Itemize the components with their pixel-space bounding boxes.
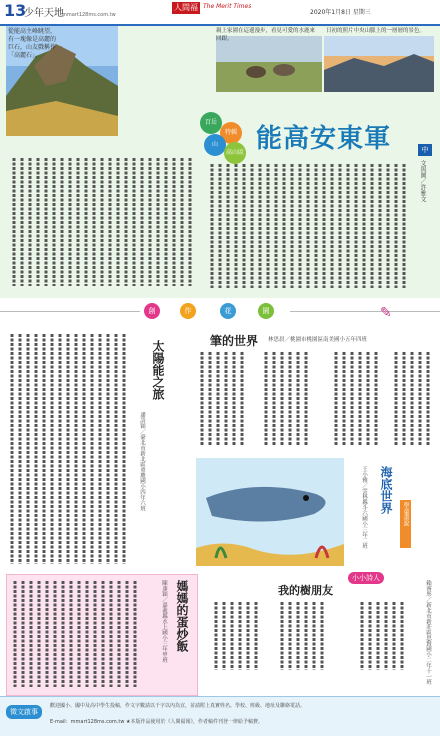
submission-line-1: 歡迎國小、國中及高中學生投稿，作文字數請以千字以內為宜，並請附上真實姓名、學校、班級、地址及聯絡電話。 — [50, 703, 306, 709]
text-lines-tree — [212, 600, 422, 690]
ocean-drawing-image — [196, 458, 344, 566]
poem-title-ocean: 海底世界 — [379, 466, 393, 514]
poem-body-tree — [212, 600, 422, 690]
deer-photo-caption: 親上家園在這邊漫步，看見可愛的水鹿來回跟。 — [216, 28, 316, 42]
sunrise-photo — [324, 36, 434, 92]
newspaper-logo-en: The Merit Times — [203, 3, 252, 10]
submission-badge: 徵文啟事 — [6, 705, 42, 719]
poem-author-tree: 賴睿彤／新北市新莊區思賢國小二年十一班 — [425, 580, 431, 685]
student-art-badge: 學童畫說 — [400, 500, 411, 548]
poem-title-pen: 筆的世界 — [210, 334, 259, 348]
site-url[interactable]: mmart128ms.com.tw — [62, 12, 116, 18]
text-lines-solar — [8, 332, 132, 568]
deer-photo — [216, 36, 322, 92]
band-rule-left — [0, 311, 140, 312]
sunrise-photo-image — [324, 36, 434, 92]
story-author-solar: 潘詩穎／臺北市新北區重慶國小四年六班 — [139, 412, 145, 511]
story-box-friedrice — [6, 574, 198, 696]
story-author-friedrice: 陳彥穎／嘉義縣水上國小三年甲班 — [161, 580, 167, 663]
text-lines-left — [8, 152, 198, 292]
feature-body-left — [8, 152, 198, 292]
badge-baiyue: 百岳 — [200, 112, 222, 134]
text-lines-right — [206, 160, 414, 292]
ocean-drawing — [196, 458, 344, 566]
poem-author-ocean: 王小雅／雲林縣斗六國小三年二班 — [361, 466, 367, 549]
sunrise-photo-caption: 日初的照片中央山脈上的一層層的景色。 — [326, 28, 426, 34]
badge-special: 特輯 — [220, 122, 242, 144]
page-header — [0, 0, 440, 26]
level-badge: 中 — [418, 144, 432, 156]
deer-photo-image — [216, 36, 322, 92]
feature-author: 文與圖／許雅文 — [419, 160, 426, 202]
text-lines-pen — [196, 350, 436, 450]
little-poet-badge: 小小詩人 — [348, 572, 384, 584]
poem-title-tree: 我的樹朋友 — [278, 584, 333, 597]
band-char-1: 創 — [144, 303, 160, 319]
band-rule-right — [290, 311, 440, 312]
text-lines-friedrice — [7, 575, 197, 695]
submission-footer — [0, 696, 440, 736]
feature-body-right — [206, 160, 414, 292]
issue-date: 2020年1月8日 星期三 — [310, 9, 371, 16]
story-body-solar — [8, 332, 132, 568]
mountain-photo-caption: 從能高主峰眺望，有一塊像是高麗的巨石，山友戲稱作「高麗石」。 — [8, 28, 57, 59]
story-title-friedrice: 媽媽的蛋炒飯 — [175, 580, 189, 652]
poem-body-pen — [196, 350, 436, 450]
page-number: 13 — [4, 1, 27, 20]
band-char-3: 花 — [220, 303, 236, 319]
feature-title: 能高安東軍 — [256, 124, 392, 154]
submission-line-2: E-mail：mmart128ms.com.tw ★本版作品使用於《人間福報》，作者稿件刊登一律給予稿費。 — [50, 719, 263, 725]
poem-author-pen: 林思晨／桃園市桃園區南美國小五年四班 — [268, 337, 368, 343]
band-char-4: 園 — [258, 303, 274, 319]
badge-highland: 高山區 — [224, 142, 246, 164]
badge-mountain: 山 — [204, 134, 226, 156]
story-title-solar: 太陽能之旅 — [151, 340, 165, 400]
section-title: 少年天地 — [24, 8, 64, 19]
newspaper-logo: 人間福報 — [174, 3, 198, 24]
pencil-icon: ✎ — [380, 305, 392, 321]
band-char-2: 作 — [180, 303, 196, 319]
